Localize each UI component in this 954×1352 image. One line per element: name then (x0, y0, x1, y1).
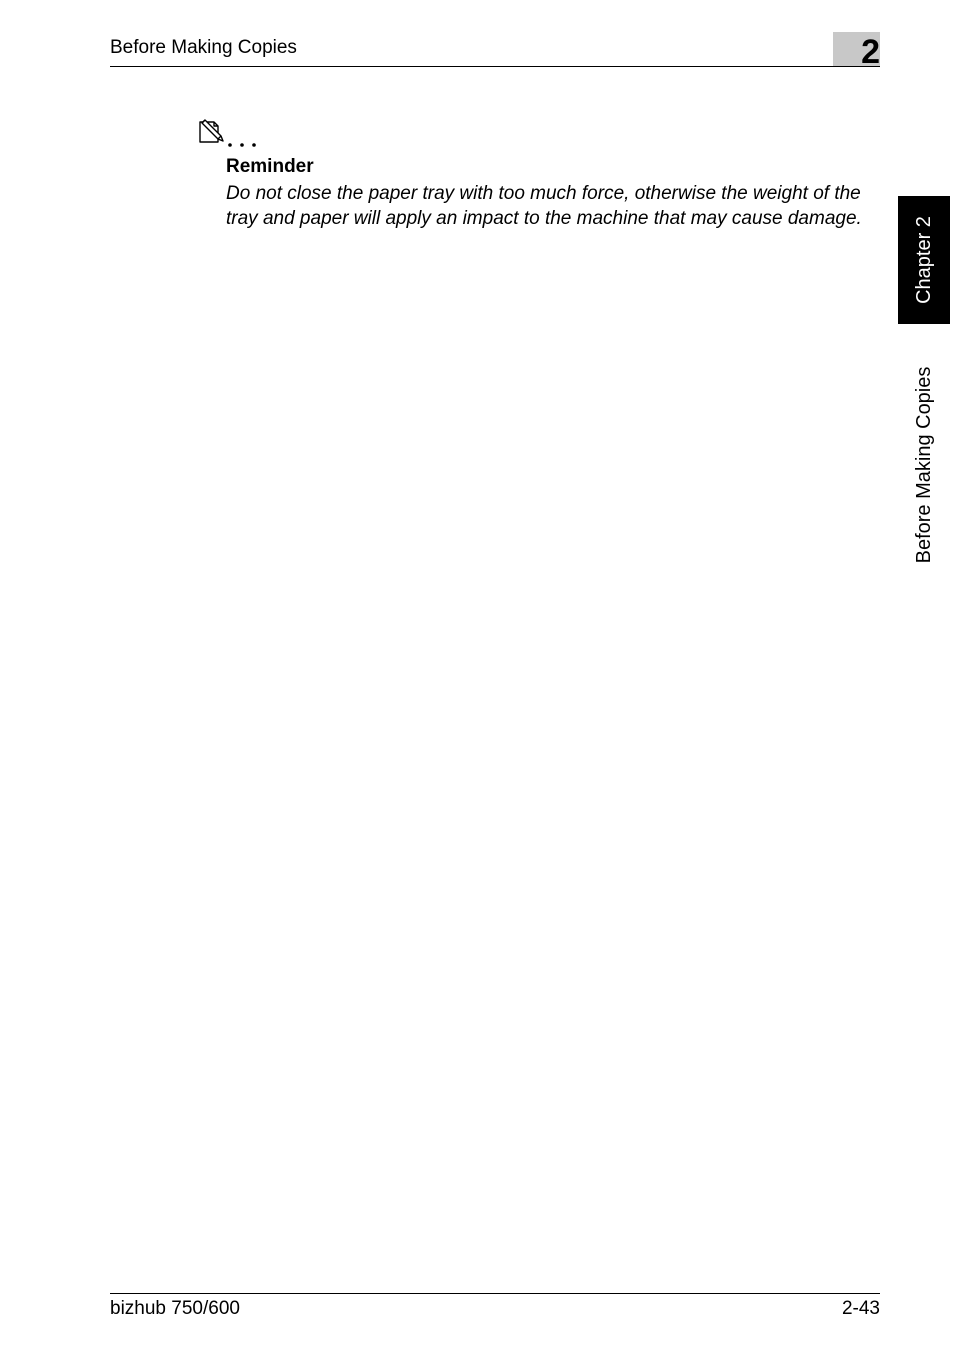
side-tab-chapter (898, 196, 950, 324)
side-tab-section (898, 340, 950, 590)
side-tab-section-label: Before Making Copies (913, 366, 935, 564)
footer-rule (110, 1293, 880, 1294)
header-rule (110, 66, 880, 67)
chapter-number: 2 (861, 33, 880, 71)
side-tab-chapter-label: Chapter 2 (913, 216, 935, 304)
header-title: Before Making Copies (110, 37, 297, 58)
reminder-body: Do not close the paper tray with too much force, otherwise the weight of the tray and paper will apply an impact to the machine that may cause damage. (226, 183, 862, 229)
footer-product-name: bizhub 750/600 (110, 1298, 240, 1319)
pencil-note-icon (197, 116, 261, 150)
footer-page-number: 2-43 (841, 1298, 880, 1319)
chapter-number-box (833, 32, 880, 71)
reminder-heading: Reminder (226, 156, 314, 177)
